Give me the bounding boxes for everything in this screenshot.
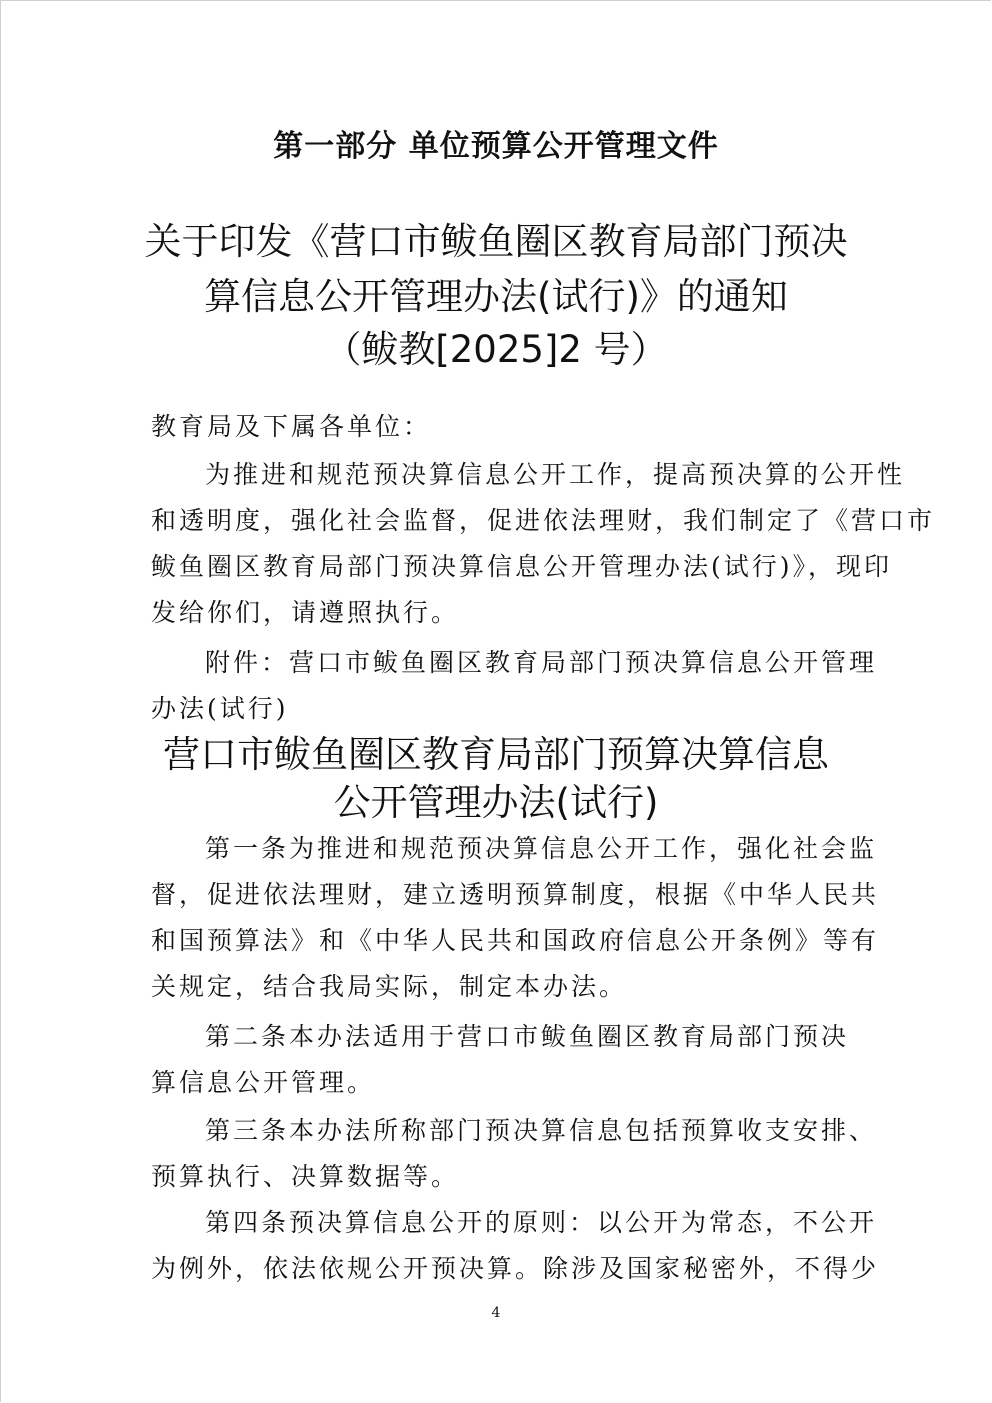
measures-title — [140, 731, 852, 827]
measures-title-line: 公开管理办法(试行) — [333, 781, 659, 824]
article-line: 第三条本办法所称部门预决算信息包括预算收支安排、 — [205, 1116, 878, 1145]
article-3 — [151, 1108, 877, 1200]
article-line: 第四条预决算信息公开的原则：以公开为常态，不公开 — [205, 1208, 878, 1237]
paragraph-line: 发给你们，请遵照执行。 — [151, 598, 460, 627]
document-number: （鲅教[2025]2 号） — [324, 328, 668, 371]
attachment-line: 附件：营口市鲅鱼圈区教育局部门预决算信息公开管理 — [205, 648, 878, 677]
article-4 — [151, 1200, 879, 1292]
article-line: 和国预算法》和《中华人民共和国政府信息公开条例》等有 — [151, 926, 880, 955]
paragraph-line: 和透明度，强化社会监督，促进依法理财，我们制定了《营口市 — [151, 506, 936, 535]
article-2 — [151, 1014, 849, 1106]
paragraph-line: 为推进和规范预决算信息公开工作，提高预决算的公开性 — [205, 460, 906, 489]
notice-title-line: 关于印发《营口市鲅鱼圈区教育局部门预决 — [144, 220, 848, 263]
article-line: 第一条为推进和规范预决算信息公开工作，强化社会监 — [205, 834, 878, 863]
article-line: 关规定，结合我局实际，制定本办法。 — [151, 972, 628, 1001]
article-1 — [151, 826, 879, 1010]
paragraph-line: 鲅鱼圈区教育局部门预决算信息公开管理办法(试行)》，现印 — [151, 552, 893, 581]
attachment-note — [151, 640, 878, 732]
attachment-line: 办法(试行) — [151, 694, 289, 723]
salutation: 教育局及下属各单位： — [151, 412, 432, 441]
notice-paragraph — [151, 452, 936, 636]
article-line: 督，促进依法理财，建立透明预算制度，根据《中华人民共 — [151, 880, 880, 909]
measures-title-line: 营口市鲅鱼圈区教育局部门预算决算信息 — [163, 733, 829, 776]
article-line: 预算执行、决算数据等。 — [151, 1162, 460, 1191]
article-line: 算信息公开管理。 — [151, 1068, 376, 1097]
section-heading: 第一部分 单位预算公开管理文件 — [273, 129, 719, 164]
notice-title — [130, 214, 862, 324]
notice-title-line: 算信息公开管理办法(试行)》的通知 — [204, 275, 788, 318]
page-number: 4 — [491, 1305, 501, 1321]
article-line: 为例外，依法依规公开预决算。除涉及国家秘密外，不得少 — [151, 1254, 880, 1283]
article-line: 第二条本办法适用于营口市鲅鱼圈区教育局部门预决 — [205, 1022, 850, 1051]
